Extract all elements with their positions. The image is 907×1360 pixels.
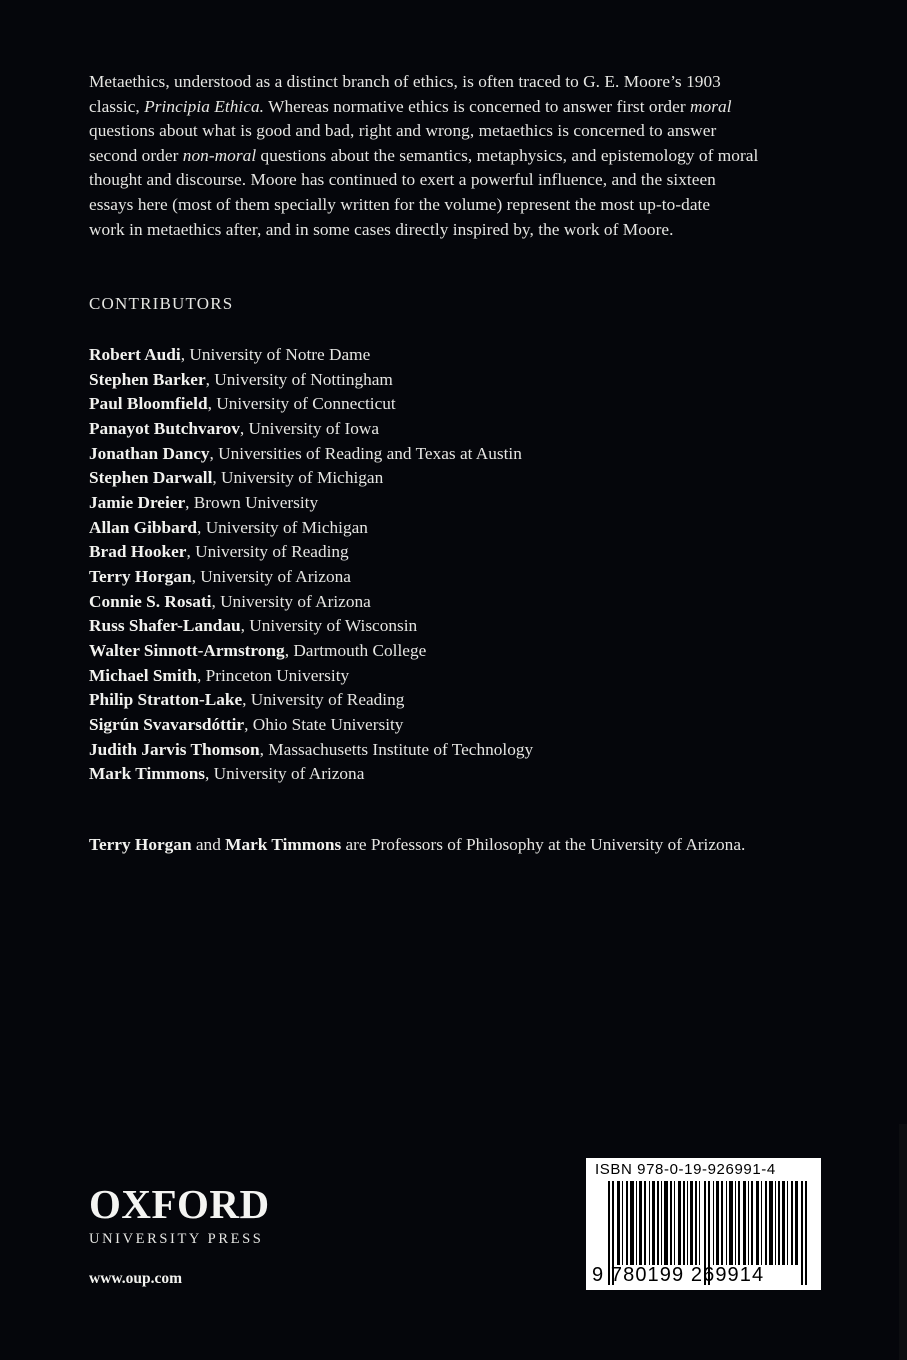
contributor-name: Russ Shafer-Landau: [89, 616, 241, 636]
publisher-name: OXFORD: [89, 1181, 270, 1227]
contributor-name: Jamie Dreier: [89, 492, 186, 512]
contributor-affiliation: , University of Connecticut: [207, 394, 396, 414]
publisher-press: UNIVERSITY PRESS: [89, 1231, 264, 1247]
contributor-affiliation: , Dartmouth College: [284, 640, 427, 660]
contributor-name: Terry Horgan: [89, 566, 192, 586]
contributor-affiliation: , University of Michigan: [197, 517, 368, 537]
blurb-line: essays here (most of them specially written for the volume) represent the most up-to-date: [89, 194, 711, 214]
contributor-item: [89, 590, 533, 615]
contributor-item: [89, 639, 533, 664]
contributors-heading: CONTRIBUTORS: [89, 294, 234, 313]
contributor-name: Walter Sinnott-Armstrong: [89, 640, 285, 660]
emphasis-text: moral: [690, 96, 732, 116]
contributor-name: Paul Bloomfield: [89, 394, 208, 414]
contributor-item: [89, 688, 533, 713]
contributor-affiliation: , Universities of Reading and Texas at Austin: [209, 443, 522, 463]
publisher-logo: [89, 1182, 270, 1248]
contributor-name: Judith Jarvis Thomson: [89, 739, 260, 759]
contributor-name: Stephen Barker: [89, 369, 206, 389]
editors-note: [89, 835, 745, 855]
blurb-text: classic,: [89, 96, 145, 116]
contributor-item: [89, 664, 533, 689]
contributor-name: Allan Gibbard: [89, 517, 198, 537]
blurb-text: questions about the semantics, metaphysics, and epistemology of moral: [256, 145, 759, 165]
contributor-item: [89, 392, 533, 417]
contributor-item: [89, 516, 533, 541]
blurb-line: [89, 95, 824, 120]
book-title: Principia Ethica.: [144, 96, 265, 116]
contributor-item: [89, 417, 533, 442]
blurb-line: questions about what is good and bad, right and wrong, metaethics is concerned to answer: [89, 121, 717, 141]
editors-text: are Professors of Philosophy at the University of Arizona.: [341, 835, 746, 854]
contributors-list: [89, 343, 533, 787]
contributor-affiliation: , Brown University: [185, 492, 319, 512]
contributor-name: Robert Audi: [89, 345, 181, 364]
contributor-affiliation: , Ohio State University: [244, 714, 404, 734]
contributor-name: Jonathan Dancy: [89, 443, 210, 463]
blurb-line: thought and discourse. Moore has continued to exert a powerful influence, and the sixteen: [89, 170, 716, 190]
contributor-affiliation: , University of Arizona: [191, 566, 351, 586]
contributor-affiliation: , University of Arizona: [211, 591, 371, 611]
contributor-item: [89, 442, 533, 467]
contributor-item: [89, 614, 533, 639]
contributor-item: [89, 713, 533, 738]
contributor-name: Connie S. Rosati: [89, 591, 212, 611]
isbn-label: ISBN 978-0-19-926991-4: [595, 1161, 776, 1178]
contributor-name: Panayot Butchvarov: [89, 418, 240, 438]
blurb-text: second order: [89, 145, 183, 165]
contributor-item: [89, 565, 533, 590]
contributor-item: [89, 540, 533, 565]
contributor-affiliation: , Princeton University: [197, 665, 350, 685]
contributor-item: [89, 368, 533, 393]
contributor-name: Mark Timmons: [89, 764, 206, 784]
publisher-website: www.oup.com: [89, 1270, 183, 1287]
contributor-affiliation: , University of Michigan: [212, 468, 384, 488]
blurb-text: Whereas normative ethics is concerned to answer first order: [264, 96, 691, 116]
contributor-affiliation: , University of Arizona: [205, 764, 365, 784]
contributor-name: Philip Stratton-Lake: [89, 690, 243, 710]
isbn-barcode: [586, 1158, 821, 1290]
contributor-item: [89, 343, 533, 368]
contributor-affiliation: , University of Reading: [186, 542, 349, 562]
contributor-affiliation: , University of Reading: [242, 690, 405, 710]
blurb-line: [89, 144, 824, 169]
emphasis-text: non-moral: [182, 145, 257, 165]
editor-name: Mark Timmons: [225, 835, 342, 854]
blurb-line: Metaethics, understood as a distinct branch of ethics, is often traced to G. E. Moore’s 1903: [89, 72, 721, 91]
contributor-name: Sigrún Svavarsdóttir: [89, 714, 245, 734]
cover-edge: [899, 1124, 907, 1360]
blurb-line: work in metaethics after, and in some cases directly inspired by, the work of Moore.: [89, 219, 674, 239]
contributor-item: [89, 491, 533, 516]
contributor-item: [89, 762, 533, 787]
contributor-affiliation: , University of Nottingham: [205, 369, 393, 389]
contributor-item: [89, 738, 533, 763]
blurb-paragraph: [89, 70, 824, 242]
contributor-name: Stephen Darwall: [89, 468, 213, 488]
editors-text: and: [191, 835, 226, 854]
contributor-affiliation: , Massachusetts Institute of Technology: [259, 739, 534, 759]
contributor-name: Brad Hooker: [89, 542, 187, 562]
contributor-affiliation: , University of Notre Dame: [180, 345, 371, 364]
contributor-item: [89, 466, 533, 491]
contributor-name: Michael Smith: [89, 665, 197, 685]
contributor-affiliation: , University of Iowa: [239, 418, 380, 438]
contributor-affiliation: , University of Wisconsin: [240, 616, 418, 636]
editor-name: Terry Horgan: [89, 835, 192, 854]
ean-digits: 9 780199 269914: [592, 1264, 765, 1286]
